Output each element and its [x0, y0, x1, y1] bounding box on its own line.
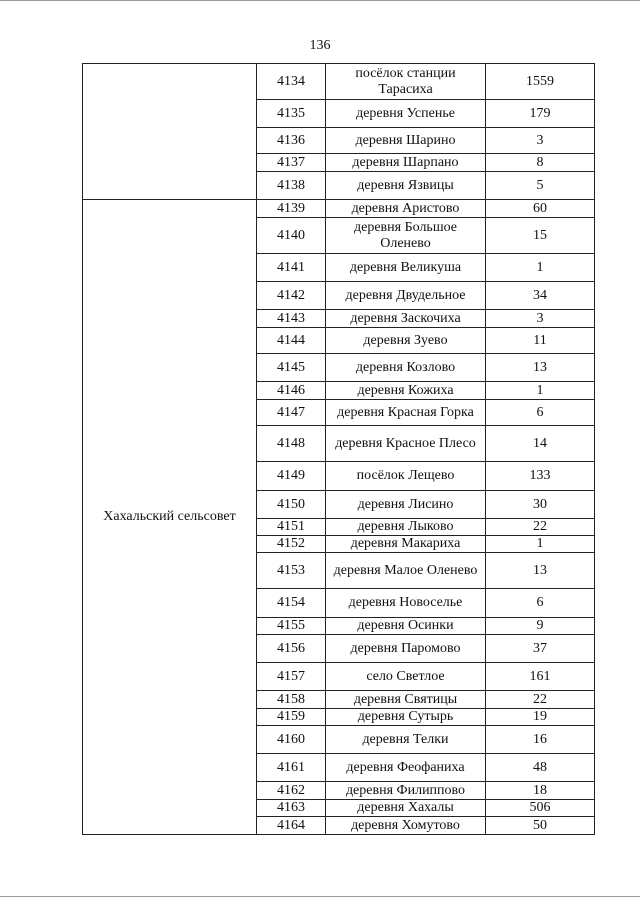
population-cell: 1 [486, 382, 595, 400]
code-cell: 4154 [257, 589, 326, 618]
code-cell: 4138 [257, 172, 326, 200]
name-cell: деревня Паромово [326, 635, 486, 663]
population-cell: 1559 [486, 64, 595, 100]
code-cell: 4136 [257, 128, 326, 154]
code-cell: 4142 [257, 282, 326, 310]
name-cell: деревня Шарино [326, 128, 486, 154]
code-cell: 4143 [257, 310, 326, 328]
population-cell: 48 [486, 754, 595, 782]
code-cell: 4163 [257, 800, 326, 817]
code-cell: 4158 [257, 691, 326, 709]
population-cell: 3 [486, 310, 595, 328]
population-cell: 5 [486, 172, 595, 200]
code-cell: 4162 [257, 782, 326, 800]
name-cell: деревня Осинки [326, 618, 486, 635]
population-cell: 6 [486, 589, 595, 618]
name-cell: деревня Хомутово [326, 817, 486, 835]
name-cell: деревня Язвицы [326, 172, 486, 200]
code-cell: 4135 [257, 100, 326, 128]
name-cell: деревня Филиппово [326, 782, 486, 800]
population-cell: 506 [486, 800, 595, 817]
population-cell: 13 [486, 553, 595, 589]
code-cell: 4147 [257, 400, 326, 426]
code-cell: 4159 [257, 709, 326, 726]
name-cell: деревня Козлово [326, 354, 486, 382]
name-cell: деревня Макариха [326, 536, 486, 553]
population-cell: 14 [486, 426, 595, 462]
name-cell: деревня Новоселье [326, 589, 486, 618]
code-cell: 4139 [257, 200, 326, 218]
population-cell: 22 [486, 519, 595, 536]
population-cell: 9 [486, 618, 595, 635]
code-cell: 4161 [257, 754, 326, 782]
code-cell: 4140 [257, 218, 326, 254]
name-cell: деревня Кожиха [326, 382, 486, 400]
population-cell: 30 [486, 491, 595, 519]
name-cell: деревня Лыково [326, 519, 486, 536]
code-cell: 4149 [257, 462, 326, 491]
name-cell: деревня Телки [326, 726, 486, 754]
code-cell: 4144 [257, 328, 326, 354]
name-cell: деревня Успенье [326, 100, 486, 128]
page-number: 136 [309, 38, 331, 53]
code-cell: 4134 [257, 64, 326, 100]
population-cell: 133 [486, 462, 595, 491]
table-row [83, 64, 595, 100]
table-row [83, 200, 595, 218]
population-cell: 1 [486, 254, 595, 282]
name-cell: деревня Заскочиха [326, 310, 486, 328]
code-cell: 4150 [257, 491, 326, 519]
code-cell: 4164 [257, 817, 326, 835]
population-cell: 60 [486, 200, 595, 218]
code-cell: 4160 [257, 726, 326, 754]
name-cell: деревня Аристово [326, 200, 486, 218]
name-cell: деревня Лисино [326, 491, 486, 519]
population-cell: 37 [486, 635, 595, 663]
name-cell: деревня Малое Оленево [326, 553, 486, 589]
settlements-table [82, 63, 595, 835]
name-cell: село Светлое [326, 663, 486, 691]
population-cell: 13 [486, 354, 595, 382]
population-cell: 3 [486, 128, 595, 154]
code-cell: 4141 [257, 254, 326, 282]
code-cell: 4152 [257, 536, 326, 553]
district-cell [83, 64, 257, 200]
code-cell: 4156 [257, 635, 326, 663]
code-cell: 4155 [257, 618, 326, 635]
top-edge-rule [0, 0, 640, 1]
name-cell: деревня Феофаниха [326, 754, 486, 782]
code-cell: 4145 [257, 354, 326, 382]
name-cell: деревня Красное Плесо [326, 426, 486, 462]
district-cell: Хахальский сельсовет [83, 200, 257, 835]
code-cell: 4146 [257, 382, 326, 400]
population-cell: 15 [486, 218, 595, 254]
code-cell: 4153 [257, 553, 326, 589]
population-cell: 8 [486, 154, 595, 172]
code-cell: 4157 [257, 663, 326, 691]
name-cell: деревня Святицы [326, 691, 486, 709]
name-cell: посёлок Лещево [326, 462, 486, 491]
population-cell: 161 [486, 663, 595, 691]
name-cell: деревня Двудельное [326, 282, 486, 310]
population-cell: 1 [486, 536, 595, 553]
population-cell: 19 [486, 709, 595, 726]
population-cell: 179 [486, 100, 595, 128]
code-cell: 4137 [257, 154, 326, 172]
population-cell: 18 [486, 782, 595, 800]
name-cell: деревня Шарпано [326, 154, 486, 172]
name-cell: деревня Зуево [326, 328, 486, 354]
name-cell: деревня Хахалы [326, 800, 486, 817]
population-cell: 11 [486, 328, 595, 354]
population-cell: 22 [486, 691, 595, 709]
code-cell: 4148 [257, 426, 326, 462]
population-cell: 6 [486, 400, 595, 426]
name-cell: деревня Красная Горка [326, 400, 486, 426]
population-cell: 16 [486, 726, 595, 754]
name-cell: деревня Сутырь [326, 709, 486, 726]
name-cell: посёлок станции Тарасиха [326, 64, 486, 100]
code-cell: 4151 [257, 519, 326, 536]
table-body [83, 64, 595, 835]
population-cell: 50 [486, 817, 595, 835]
name-cell: деревня Большое Оленево [326, 218, 486, 254]
name-cell: деревня Великуша [326, 254, 486, 282]
population-cell: 34 [486, 282, 595, 310]
bottom-edge-rule [0, 896, 640, 897]
